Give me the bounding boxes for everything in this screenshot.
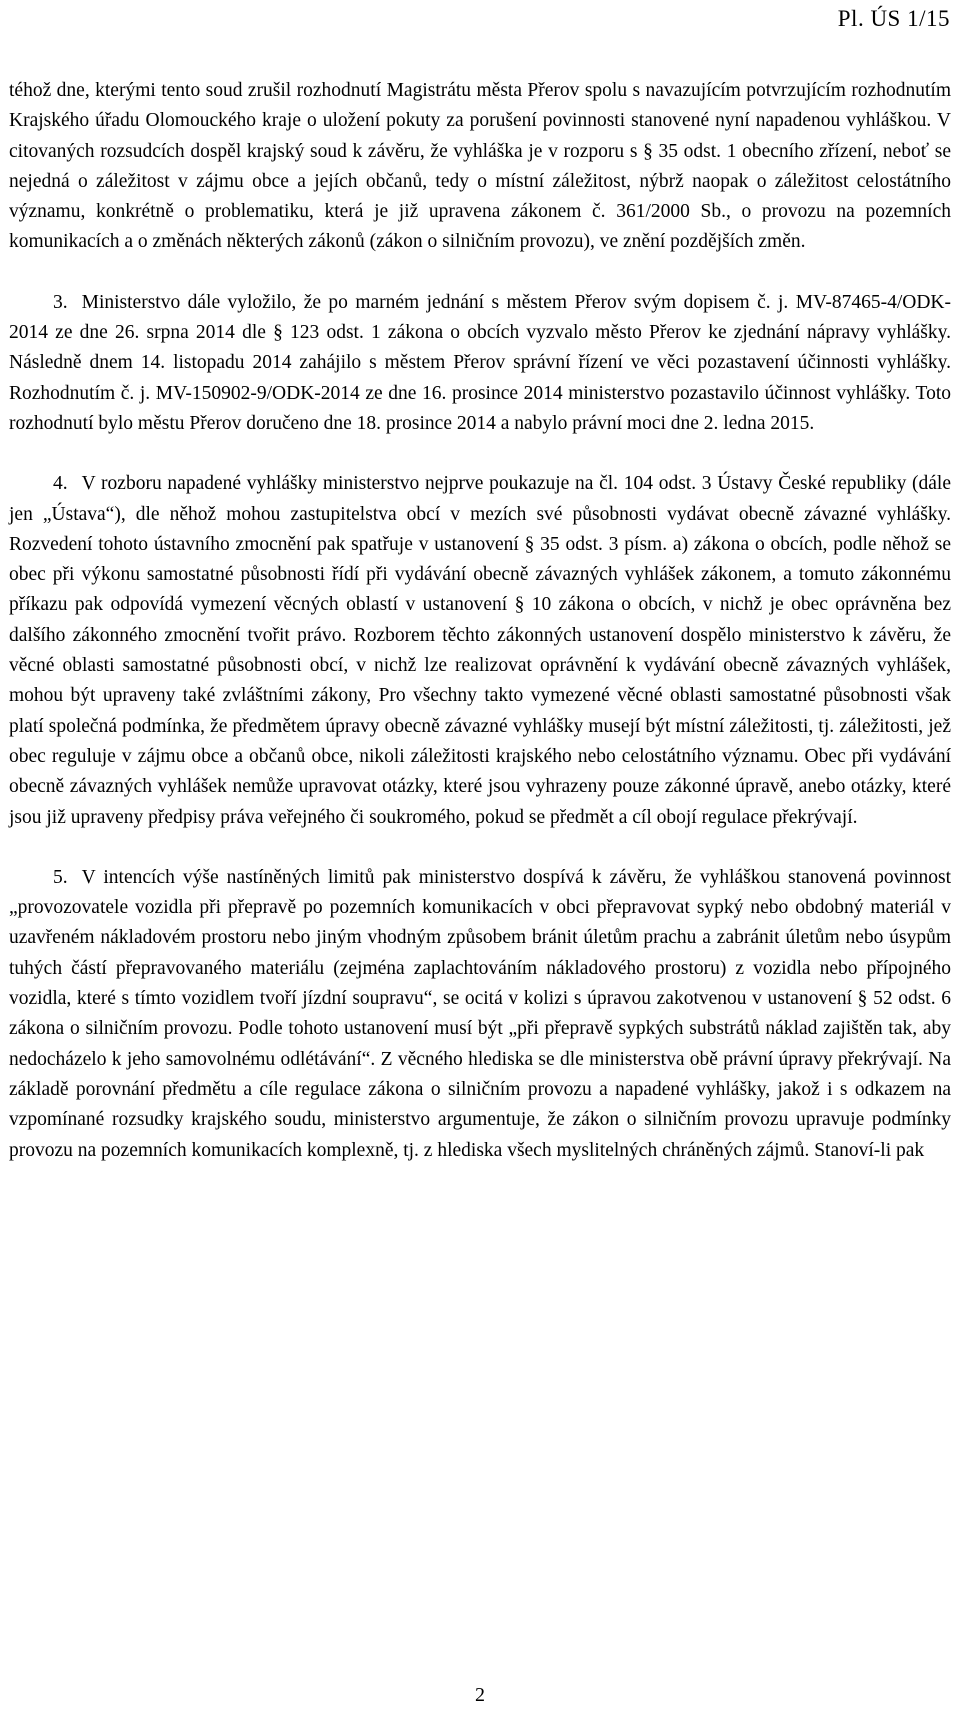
document-reference: Pl. ÚS 1/15 [837, 6, 950, 31]
paragraph-text: téhož dne, kterými tento soud zrušil rozhodnutí Magistrátu města Přerov spolu s navazujícím potvrzujícím rozhodnutím Krajského úřadu Olomouckého kraje o uložení pokuty za porušení povinnosti stanovené nyní napadenou vyhláškou. V citovaných rozsudcích dospěl krajský soud k závěru, že vyhláška je v rozporu s § 35 odst. 1 obecního zřízení, neboť se nejedná o záležitost v zájmu obce a jejích občanů, tedy o místní záležitost, nýbrž naopak o záležitost celostátního významu, konkrétně o problematiku, která je již upravena zákonem č. 361/2000 Sb., o provozu na pozemních komunikacích a o změnách některých zákonů (zákon o silničním provozu), ve znění pozdějších změn. [9, 80, 951, 253]
paragraph-continuation [9, 76, 951, 258]
paragraph-5 [9, 863, 951, 1166]
paragraph-4 [9, 469, 951, 833]
paragraph-text: V rozboru napadené vyhlášky ministerstvo nejprve poukazuje na čl. 104 odst. 3 Ústavy České republiky (dále jen „Ústava“), dle něhož mohou zastupitelstva obcí v mezích své působnosti vydávat obecně závazné vyhlášky. Rozvedení tohoto ústavního zmocnění pak spatřuje v ustanovení § 35 odst. 3 písm. a) zákona o obcích, podle něhož se obec při výkonu samostatné působnosti řídí při vydávání obecně závazných vyhlášek zákonem, a tomuto zákonnému příkazu pak odpovídá vymezení věcných oblastí v ustanovení § 10 zákona o obcích, v nichž je obec oprávněna bez dalšího zákonného zmocnění tvořit právo. Rozborem těchto zákonných ustanovení dospělo ministerstvo k závěru, že věcné oblasti samostatné působnosti obcí, v nichž lze realizovat oprávnění k vydávání obecně závazných vyhlášek, mohou být upraveny také zvláštními zákony, Pro všechny takto vymezené věcné oblasti samostatné působnosti však platí společná podmínka, že předmětem úpravy obecně závazné vyhlášky musejí být místní záležitosti, tj. záležitosti, jež obec reguluje v zájmu obce a občanů obce, nikoli záležitosti krajského nebo celostátního významu. Obec při vydávání obecně závazných vyhlášek nemůže upravovat otázky, které jsou vyhrazeny pouze zákonné úpravě, anebo otázky, které jsou již upraveny předpisy práva veřejného či soukromého, pokud se předmět a cíl obojí regulace překrývají. [9, 473, 951, 828]
document-body [9, 76, 951, 1166]
paragraph-text: V intencích výše nastíněných limitů pak ministerstvo dospívá k závěru, že vyhláškou stanovená povinnost „provozovatele vozidla při přepravě po pozemních komunikacích v obci přepravovat sypký nebo obdobný materiál v uzavřeném nákladovém prostoru nebo jiným vhodným způsobem bránit úletům prachu a zabránit úletům nebo úsypům tuhých částí přepravovaného materiálu (zejména zaplachtováním nákladového prostoru) z vozidla nebo přípojného vozidla, které s tímto vozidlem tvoří jízdní soupravu“, se ocitá v kolizi s úpravou zakotvenou v ustanovení § 52 odst. 6 zákona o silničním provozu. Podle tohoto ustanovení musí být „při přepravě sypkých substrátů náklad zajištěn tak, aby nedocházelo k jeho samovolnému odlétávání“. Z věcného hlediska se dle ministerstva obě právní úpravy překrývají. Na základě porovnání předmětu a cíle regulace zákona o silničním provozu a napadené vyhlášky, jakož i s odkazem na vzpomínané rozsudky krajského soudu, ministerstvo argumentuje, že zákon o silničním provozu upravuje podmínky provozu na pozemních komunikacích komplexně, tj. z hlediska všech myslitelných chráněných zájmů. Stanoví-li pak [9, 866, 951, 1161]
paragraph-number: 5. [53, 866, 68, 888]
paragraph-number: 4. [53, 473, 68, 495]
page-number: 2 [475, 1684, 485, 1706]
paragraph-number: 3. [53, 291, 68, 313]
paragraph-3 [9, 288, 951, 439]
paragraph-text: Ministerstvo dále vyložilo, že po marném jednání s městem Přerov svým dopisem č. j. MV-87465-4/ODK-2014 ze dne 26. srpna 2014 dle § 123 odst. 1 zákona o obcích vyzvalo město Přerov ke zjednání nápravy vyhlášky. Následně dnem 14. listopadu 2014 zahájilo s městem Přerov správní řízení ve věci pozastavení účinnosti vyhlášky. Rozhodnutím č. j. MV-150902-9/ODK-2014 ze dne 16. prosince 2014 ministerstvo pozastavilo účinnost vyhlášky. Toto rozhodnutí bylo městu Přerov doručeno dne 18. prosince 2014 a nabylo právní moci dne 2. ledna 2015. [9, 291, 951, 434]
